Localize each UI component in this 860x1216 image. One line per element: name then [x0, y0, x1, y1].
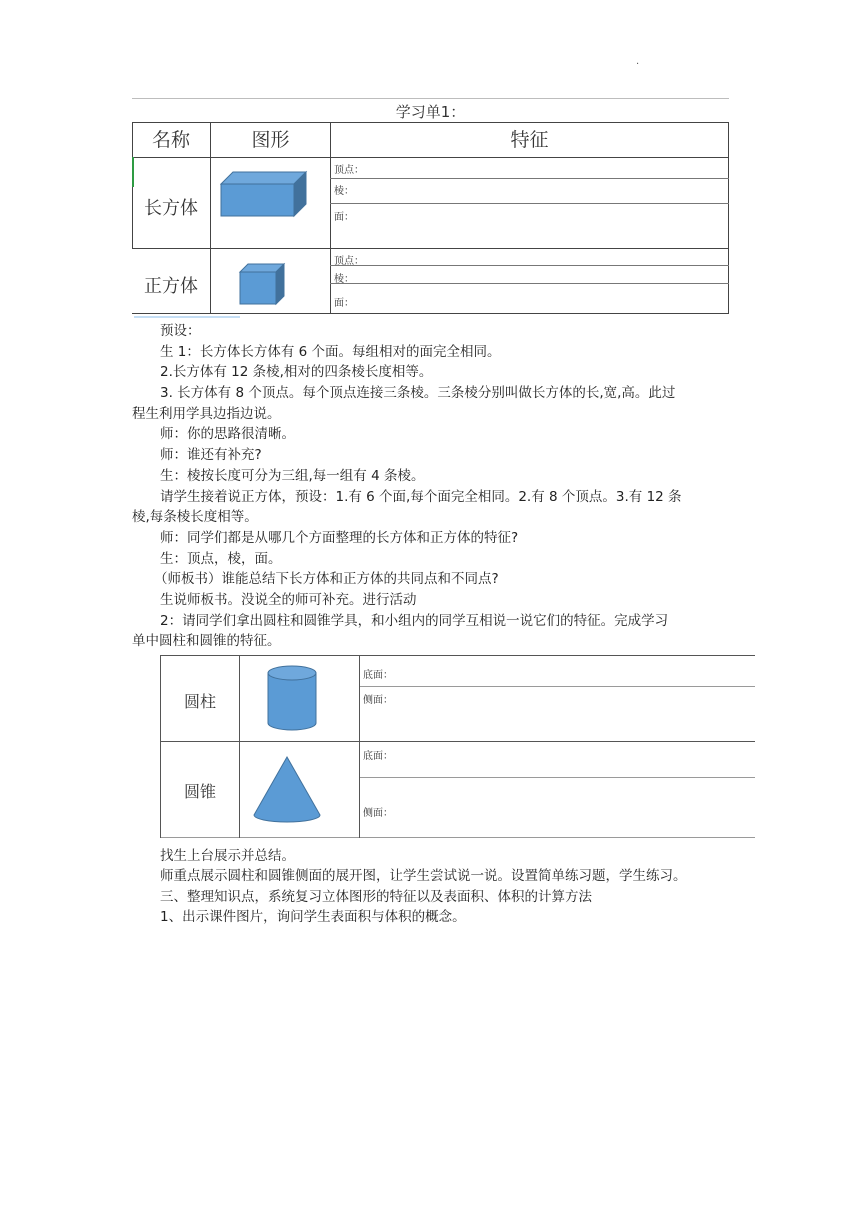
para-student1: 生 1：长方体长方体有 6 个面。每组相对的面完全相同。	[160, 344, 501, 360]
cone-icon	[252, 755, 322, 825]
cube-icon	[238, 262, 288, 306]
para-section3: 三、整理知识点，系统复习立体图形的特征以及表面积、体积的计算方法	[160, 889, 592, 905]
header-mark: .	[636, 56, 640, 67]
cylinder-field-base: 底面：	[363, 670, 393, 681]
cone-field-base: 底面：	[363, 751, 393, 762]
cuboid-field-edge: 棱：	[334, 186, 354, 197]
cylinder-icon	[266, 665, 318, 733]
row-name-cone: 圆锥	[183, 782, 216, 801]
para-blackboard: （师板书）谁能总结下长方体和正方体的共同点和不同点?	[154, 571, 499, 587]
cube-field-face: 面：	[334, 298, 354, 309]
cylinder-cone-table	[160, 655, 755, 840]
header-features: 特征	[510, 129, 549, 151]
row-name-cylinder: 圆柱	[183, 692, 216, 711]
para-vertices-cont: 程生利用学具边指边说。	[132, 406, 281, 422]
para-teacher3: 师：同学们都是从哪几个方面整理的长方体和正方体的特征?	[160, 530, 519, 546]
para-student3: 生：顶点，棱，面。	[160, 551, 282, 567]
para-activity2-cont: 单中圆柱和圆锥的特征。	[132, 633, 281, 649]
para-student2: 生：棱按长度可分为三组,每一组有 4 条棱。	[160, 468, 425, 484]
para-preset: 预设：	[160, 323, 201, 339]
cube-field-edge: 棱：	[334, 274, 354, 285]
para-activity2: 2：请同学们拿出圆柱和圆锥学具，和小组内的同学互相说一说它们的特征。完成学习	[160, 613, 669, 629]
para-teacher1: 师：你的思路很清晰。	[160, 426, 295, 442]
header-name: 名称	[151, 129, 190, 151]
cone-field-side: 侧面：	[363, 808, 393, 819]
cube-field-vertex: 顶点：	[334, 256, 364, 267]
para-unfold: 师重点展示圆柱和圆锥侧面的展开图，让学生尝试说一说。设置简单练习题，学生练习。	[160, 868, 687, 884]
para-summary: 找生上台展示并总结。	[160, 848, 295, 864]
cuboid-field-face: 面：	[334, 212, 354, 223]
para-student4: 生说师板书。没说全的师可补充。进行活动	[160, 592, 417, 608]
header-shape: 图形	[251, 129, 290, 151]
cuboid-field-vertex: 顶点：	[334, 165, 364, 176]
para-vertices: 3. 长方体有 8 个顶点。每个顶点连接三条棱。三条棱分别叫做长方体的长,宽,高。此过	[160, 385, 676, 401]
study-sheet-1-table	[132, 98, 729, 315]
para-courseware: 1、出示课件图片，询问学生表面积与体积的概念。	[160, 909, 466, 925]
para-cube-preset-cont: 棱,每条棱长度相等。	[132, 509, 258, 525]
table-title: 学习单1：	[132, 98, 729, 123]
cylinder-field-side: 侧面：	[363, 695, 393, 706]
row-name-cuboid: 长方体	[144, 198, 198, 219]
cuboid-icon	[220, 170, 310, 218]
para-teacher2: 师：谁还有补充?	[160, 447, 262, 463]
row-name-cube: 正方体	[144, 276, 198, 297]
para-edges: 2.长方体有 12 条棱,相对的四条棱长度相等。	[160, 364, 433, 380]
para-cube-preset: 请学生接着说正方体，预设：1.有 6 个面,每个面完全相同。2.有 8 个顶点。3.有 12 条	[160, 489, 682, 505]
